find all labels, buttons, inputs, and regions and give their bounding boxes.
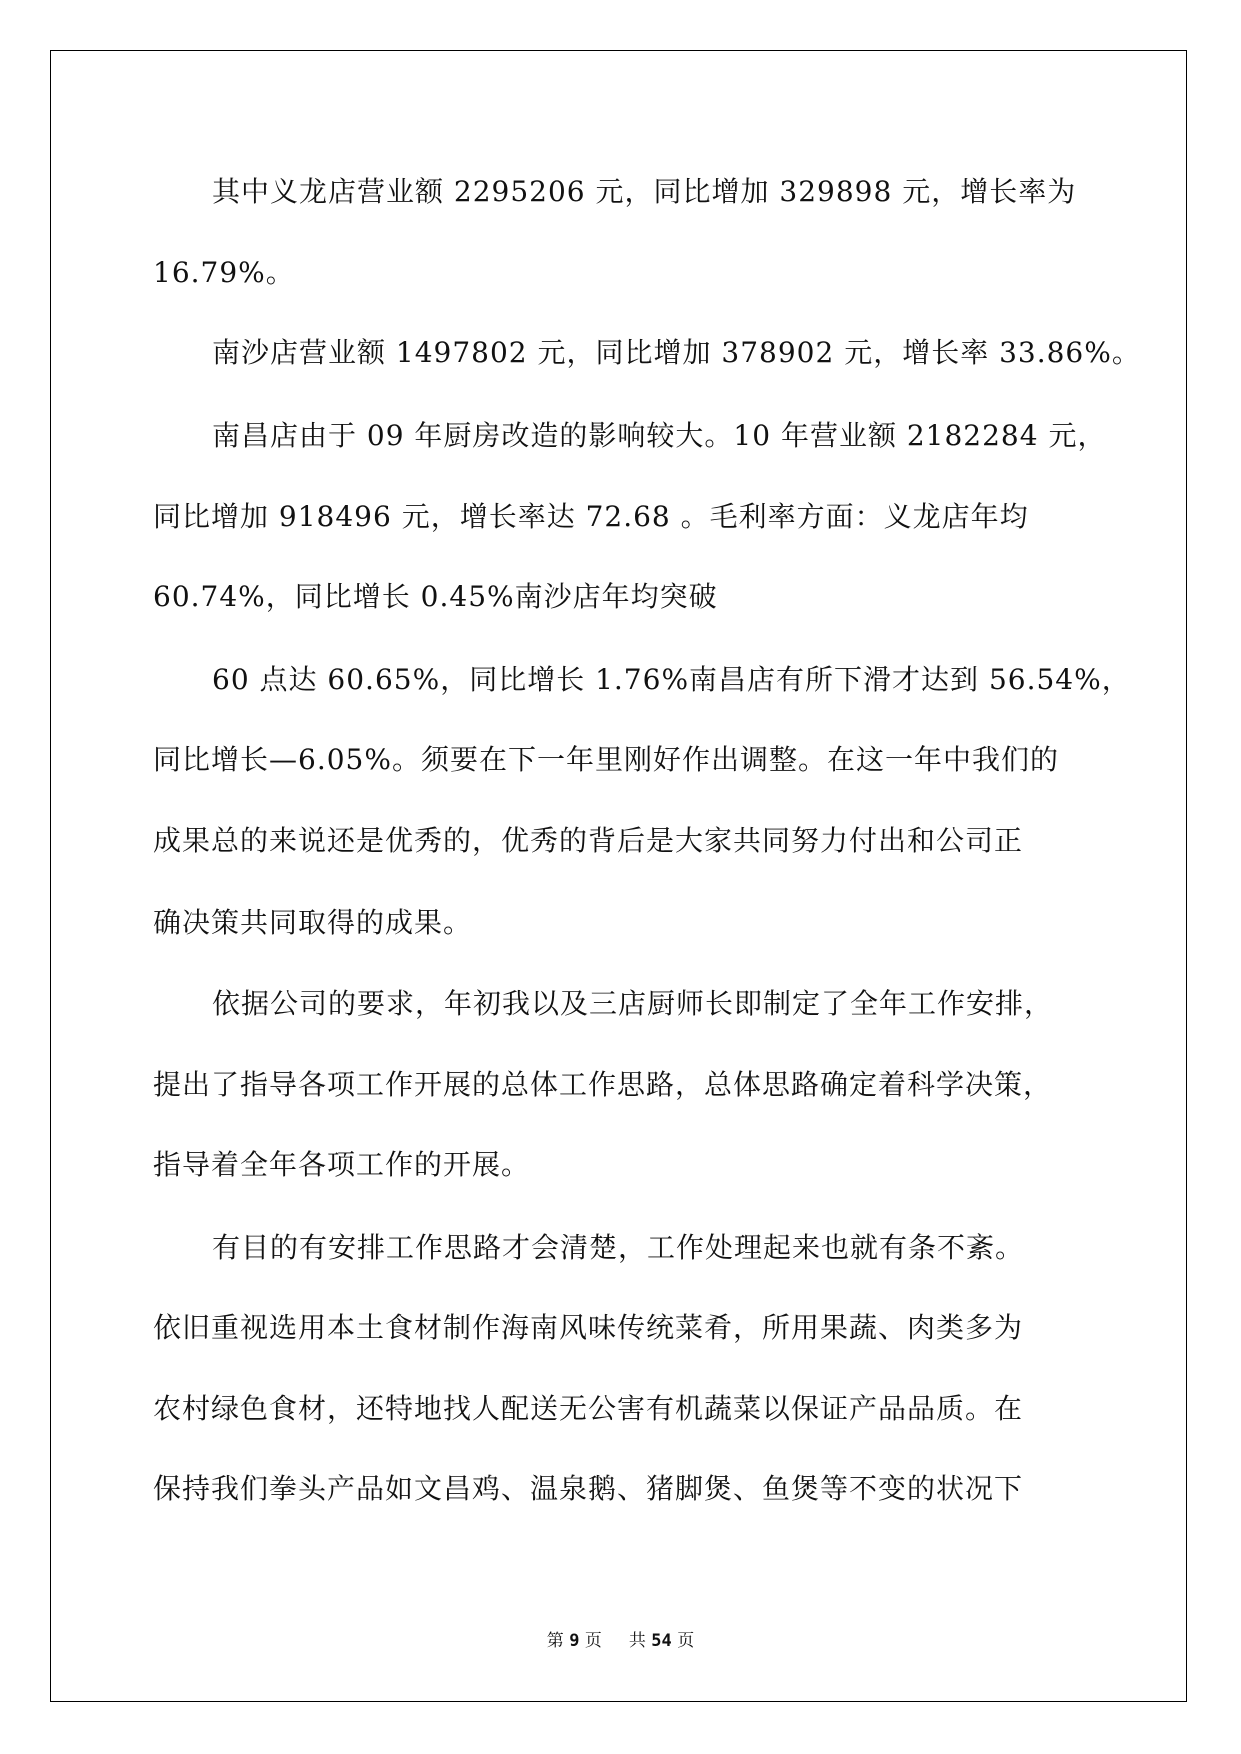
page-footer <box>0 1626 1241 1651</box>
text-line: 成果总的来说还是优秀的，优秀的背后是大家共同努力付出和公司正 <box>153 824 1024 857</box>
footer-total-suffix: 页 <box>677 1631 695 1651</box>
footer-prefix: 第 <box>546 1631 564 1651</box>
page-border <box>50 50 1187 1702</box>
text-line: 依据公司的要求，年初我以及三店厨师长即制定了全年工作安排， <box>212 987 1054 1020</box>
page-number: 9 <box>569 1631 580 1651</box>
text-line: 同比增加 918496 元，增长率达 72.68 。毛利率方面：义龙店年均 <box>153 500 1029 533</box>
text-line: 保持我们拳头产品如文昌鸡、温泉鹅、猪脚煲、鱼煲等不变的状况下 <box>153 1472 1024 1505</box>
text-line: 其中义龙店营业额 2295206 元，同比增加 329898 元，增长率为 <box>212 175 1077 208</box>
text-line: 16.79%。 <box>153 256 295 289</box>
footer-total-prefix: 共 <box>628 1631 646 1651</box>
text-line: 提出了指导各项工作开展的总体工作思路，总体思路确定着科学决策， <box>153 1068 1053 1101</box>
text-line: 指导着全年各项工作的开展。 <box>153 1148 531 1181</box>
footer-page-suffix: 页 <box>584 1631 602 1651</box>
text-line: 南沙店营业额 1497802 元，同比增加 378902 元，增长率 33.86%。 <box>212 336 1141 369</box>
text-line: 农村绿色食材，还特地找人配送无公害有机蔬菜以保证产品品质。在 <box>153 1392 1024 1425</box>
total-pages: 54 <box>651 1631 672 1651</box>
text-line: 60 点达 60.65%，同比增长 1.76%南昌店有所下滑才达到 56.54%， <box>212 663 1131 696</box>
text-line: 南昌店由于 09 年厨房改造的影响较大。10 年营业额 2182284 元， <box>212 419 1107 452</box>
text-line: 有目的有安排工作思路才会清楚，工作处理起来也就有条不紊。 <box>212 1231 1025 1264</box>
text-line: 依旧重视选用本土食材制作海南风味传统菜肴，所用果蔬、肉类多为 <box>153 1311 1024 1344</box>
text-line: 60.74%，同比增长 0.45%南沙店年均突破 <box>153 580 718 613</box>
text-line: 确决策共同取得的成果。 <box>153 906 473 939</box>
text-line: 同比增长—6.05%。须要在下一年里刚好作出调整。在这一年中我们的 <box>153 743 1059 776</box>
